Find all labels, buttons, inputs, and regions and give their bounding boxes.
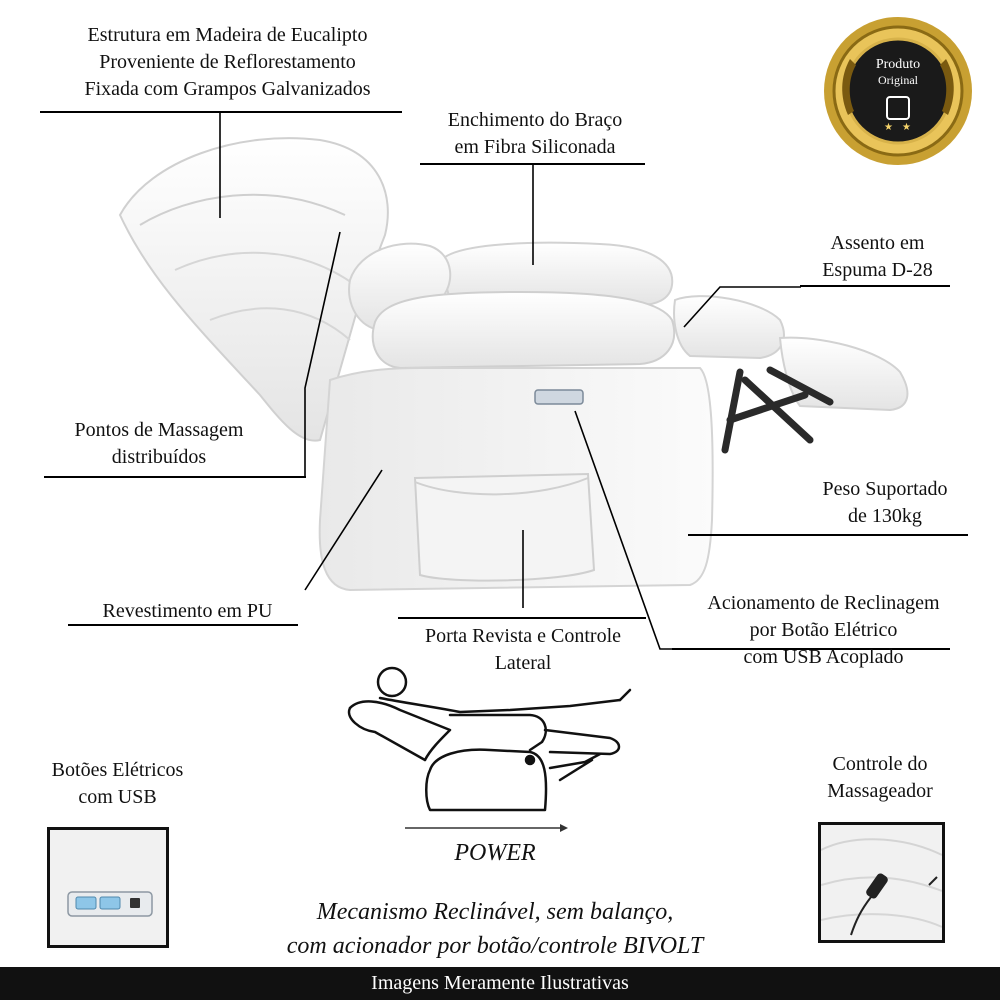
power-label: POWER [454, 840, 536, 866]
rule-peso [688, 534, 968, 536]
rule-massagem [44, 476, 306, 478]
svg-text:★: ★ [884, 122, 893, 133]
rule-assento [800, 285, 950, 287]
label-assento: Assento em Espuma D-28 [822, 232, 933, 281]
label-braco: Enchimento do Braço em Fibra Siliconada [447, 109, 623, 158]
usb-buttons-thumbnail [47, 827, 169, 948]
chair-seat [674, 296, 784, 358]
badge-line2: Original [878, 73, 918, 87]
badge-line1: Produto [875, 57, 921, 72]
chair-near-arm [373, 292, 674, 368]
mechanism-description-line1: Mecanismo Reclinável, sem balanço, [316, 899, 674, 925]
massage-controller-thumbnail [818, 822, 945, 943]
label-controle: Controle do Massageador [827, 753, 933, 802]
direction-arrow [405, 824, 568, 832]
recline-diagram [330, 660, 660, 840]
side-usb-button [535, 390, 583, 404]
label-acionamento: Acionamento de Reclinagem por Botão Elétrico com USB Acoplado [707, 592, 940, 668]
label-botoes: Botões Elétricos com USB [51, 759, 184, 808]
svg-text:★: ★ [902, 122, 911, 133]
rule-estrutura [40, 111, 402, 113]
original-product-badge [822, 15, 974, 167]
rule-braco [420, 163, 645, 165]
rule-porta-revista [398, 617, 646, 619]
mechanism-description-line2: com acionador por botão/controle BIVOLT [286, 933, 704, 959]
label-massagem: Pontos de Massagem distribuídos [74, 419, 244, 468]
label-revestimento: Revestimento em PU [102, 600, 273, 622]
footer-disclaimer: Imagens Meramente Ilustrativas [0, 967, 1000, 1000]
label-estrutura: Estrutura em Madeira de Eucalipto Proveniente de Reflorestamento Fixada com Grampos Galvanizados [84, 24, 371, 100]
mechanism-description [225, 895, 765, 963]
label-porta-revista: Porta Revista e Controle Lateral [424, 625, 622, 674]
person-head-icon [378, 668, 406, 696]
label-peso: Peso Suportado de 130kg [822, 478, 948, 527]
